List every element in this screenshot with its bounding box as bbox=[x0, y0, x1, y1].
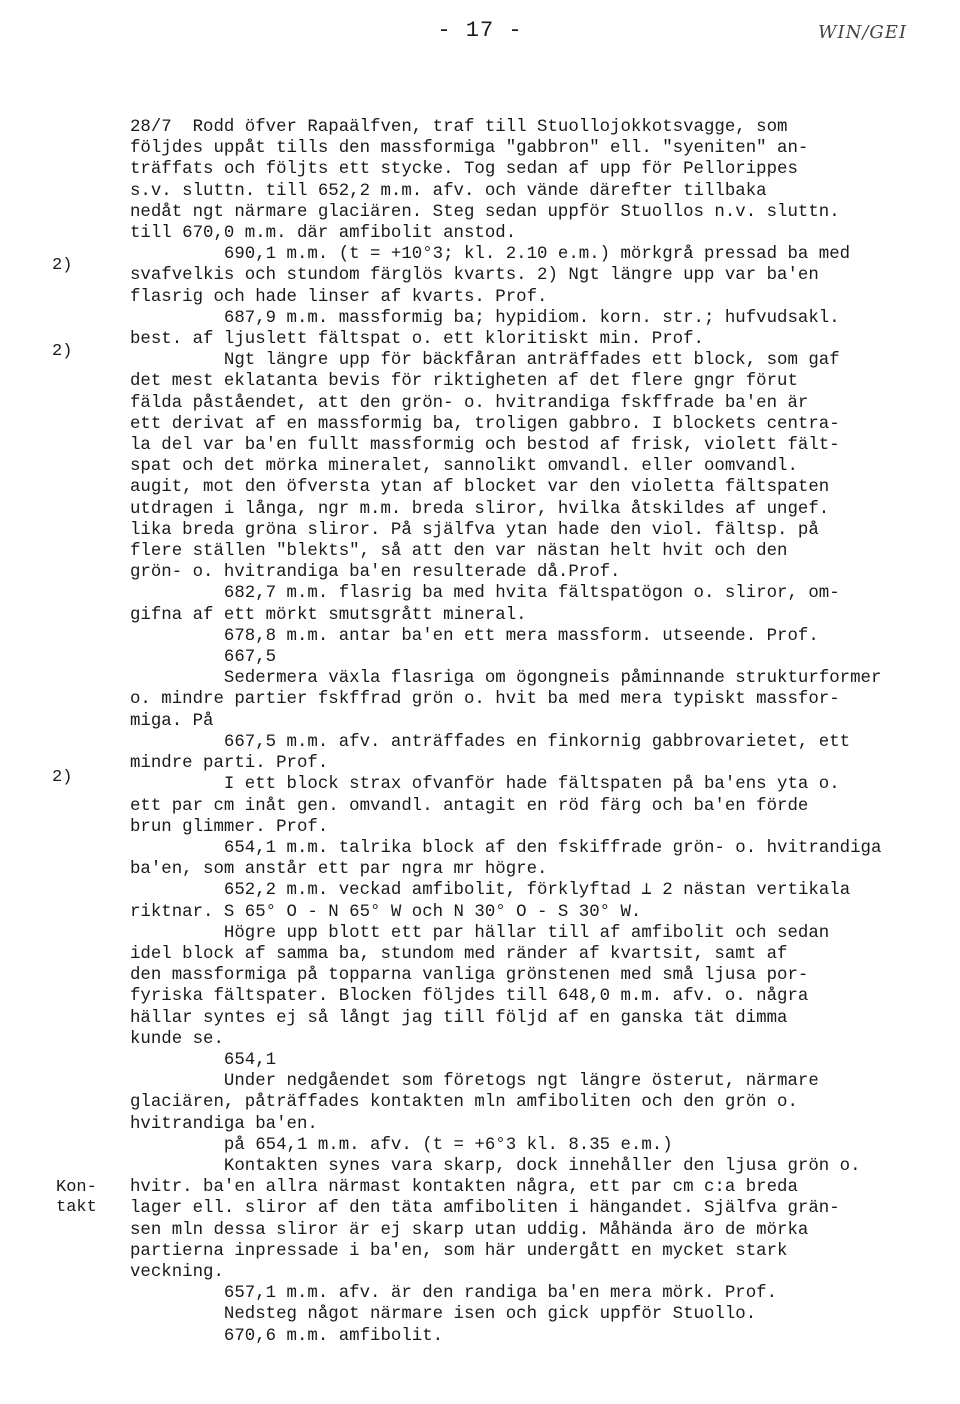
text-line: hvitr. ba'en allra närmast kontakten några, ett par cm c:a breda bbox=[130, 1178, 798, 1198]
text-line: Under nedgåendet som företogs ngt längre österut, närmare bbox=[130, 1072, 819, 1092]
text-line: 690,1 m.m. (t = +10°3; kl. 2.10 e.m.) mörkgrå pressad ba med bbox=[130, 245, 851, 265]
text-line: 652,2 m.m. veckad amfibolit, förklyftad ⊥ 2 nästan vertikala bbox=[130, 881, 851, 901]
text-line: partierna inpressade i ba'en, som här undergått en mycket stark bbox=[130, 1241, 788, 1261]
text-line: ett par cm inåt gen. omvandl. antagit en röd färg och ba'en förde bbox=[130, 796, 809, 816]
text-line: svafvelkis och stundom färglös kvarts. 2) Ngt längre upp var ba'en bbox=[130, 266, 819, 286]
text-line: flere ställen "blekts", så att den var nästan helt hvit och den bbox=[130, 542, 788, 562]
text-line: spat och det mörka mineralet, sannolikt omvandl. eller oomvandl. bbox=[130, 457, 798, 477]
text-line: best. af ljuslett fältspat o. ett kloritiskt min. Prof. bbox=[130, 330, 704, 350]
handwritten-mark: WIN/GEI bbox=[818, 22, 908, 43]
text-line: 654,1 m.m. talrika block af den fskiffrade grön- o. hvitrandiga bbox=[130, 838, 882, 858]
text-line: fyriska fältspater. Blocken följdes till 648,0 m.m. afv. o. några bbox=[130, 987, 809, 1007]
margin-note: 2) bbox=[52, 256, 73, 275]
text-line: fälda påståendet, att den grön- o. hvitrandiga fskffrade ba'en är bbox=[130, 393, 809, 413]
field-notes-text bbox=[130, 117, 950, 1347]
text-line: Kontakten synes vara skarp, dock innehåller den ljusa grön o. bbox=[130, 1156, 861, 1176]
text-line: grön- o. hvitrandiga ba'en resulterade då.Prof. bbox=[130, 563, 621, 583]
text-line: Ngt längre upp för bäckfåran anträffades ett block, som gaf bbox=[130, 351, 840, 371]
text-line: kunde se. bbox=[130, 1029, 224, 1049]
text-line: 678,8 m.m. antar ba'en ett mera massform. utseende. Prof. bbox=[130, 626, 819, 646]
margin-note-kontakt: Kon- takt bbox=[56, 1178, 97, 1217]
text-line: den massformiga på topparna vanliga grönstenen med små ljusa por- bbox=[130, 966, 809, 986]
text-line: 28/7 Rodd öfver Rapaälfven, traf till Stuollojokkotsvagge, som bbox=[130, 118, 788, 137]
text-line: mindre parti. Prof. bbox=[130, 754, 329, 774]
text-line: 670,6 m.m. amfibolit. bbox=[130, 1326, 444, 1346]
text-line: 682,7 m.m. flasrig ba med hvita fältspatögon o. sliror, om- bbox=[130, 584, 840, 604]
text-line: ett derivat af en massformig ba, troligen gabbro. I blockets centra- bbox=[130, 414, 840, 434]
text-line: nedåt ngt närmare glaciären. Steg sedan uppför Stuollos n.v. sluttn. bbox=[130, 202, 840, 222]
text-line: I ett block strax ofvanför hade fältspaten på ba'ens yta o. bbox=[130, 775, 840, 795]
text-line: s.v. sluttn. till 652,2 m.m. afv. och vände därefter tillbaka bbox=[130, 181, 767, 201]
text-line: Högre upp blott ett par hällar till af amfibolit och sedan bbox=[130, 923, 830, 943]
text-line: hällar syntes ej så långt jag till följd af en ganska tät dimma bbox=[130, 1008, 788, 1028]
text-line: glaciären, påträffades kontakten mln amfiboliten och den grön o. bbox=[130, 1093, 798, 1113]
text-line: hvitrandiga ba'en. bbox=[130, 1114, 318, 1134]
text-line: sen mln dessa sliror är ej skarp utan uddig. Måhända äro de mörka bbox=[130, 1220, 809, 1240]
text-line: träffats och följts ett stycke. Tog sedan af upp för Pellorippes bbox=[130, 160, 798, 180]
text-line: idel block af samma ba, stundom med ränder af kvartsit, samt af bbox=[130, 944, 788, 964]
text-line: det mest eklatanta bevis för riktigheten af det flere gngr förut bbox=[130, 372, 798, 392]
text-line: 687,9 m.m. massformig ba; hypidiom. korn. str.; hufvudsakl. bbox=[130, 308, 840, 328]
text-line: flasrig och hade linser af kvarts. Prof. bbox=[130, 287, 548, 307]
text-line: följdes uppåt tills den massformiga "gabbron" ell. "syeniten" an- bbox=[130, 139, 809, 159]
text-line: 654,1 bbox=[130, 1050, 277, 1070]
text-line: lager ell. sliror af den täta amfiboliten i hängandet. Själfva grän- bbox=[130, 1199, 840, 1219]
text-line: augit, mot den öfversta ytan af blocket var den violetta fältspaten bbox=[130, 478, 830, 498]
text-line: till 670,0 m.m. där amfibolit anstod. bbox=[130, 224, 517, 244]
text-line: Sedermera växla flasriga om ögongneis påminnande strukturformer bbox=[130, 669, 882, 689]
text-line: 667,5 bbox=[130, 648, 277, 668]
text-line: gifna af ett mörkt smutsgrått mineral. bbox=[130, 605, 527, 625]
text-line: Nedsteg något närmare isen och gick uppför Stuollo. bbox=[130, 1305, 757, 1325]
text-line: på 654,1 m.m. afv. (t = +6°3 kl. 8.35 e.m.) bbox=[130, 1135, 673, 1155]
text-line: riktnar. S 65° O - N 65° W och N 30° O - S 30° W. bbox=[130, 902, 642, 922]
text-line: 657,1 m.m. afv. är den randiga ba'en mera mörk. Prof. bbox=[130, 1284, 778, 1304]
text-line: miga. På bbox=[130, 711, 214, 731]
text-line: la del var ba'en fullt massformig och bestod af frisk, violett fält- bbox=[130, 436, 840, 456]
text-line: brun glimmer. Prof. bbox=[130, 817, 329, 837]
text-line: ba'en, som anstår ett par ngra mr högre. bbox=[130, 860, 548, 880]
text-line: utdragen i långa, ngr m.m. breda sliror, hvilka åtskildes af ungef. bbox=[130, 499, 830, 519]
text-line: o. mindre partier fskffrad grön o. hvit ba med mera typiskt massfor- bbox=[130, 690, 840, 710]
text-line: 667,5 m.m. afv. anträffades en finkornig gabbrovarietet, ett bbox=[130, 732, 851, 752]
text-line: veckning. bbox=[130, 1262, 224, 1282]
margin-note: 2) bbox=[52, 768, 73, 787]
text-line: lika breda gröna sliror. På själfva ytan hade den viol. fältsp. på bbox=[130, 520, 819, 540]
margin-note: 2) bbox=[52, 342, 73, 361]
page-number: - 17 - bbox=[437, 18, 523, 43]
